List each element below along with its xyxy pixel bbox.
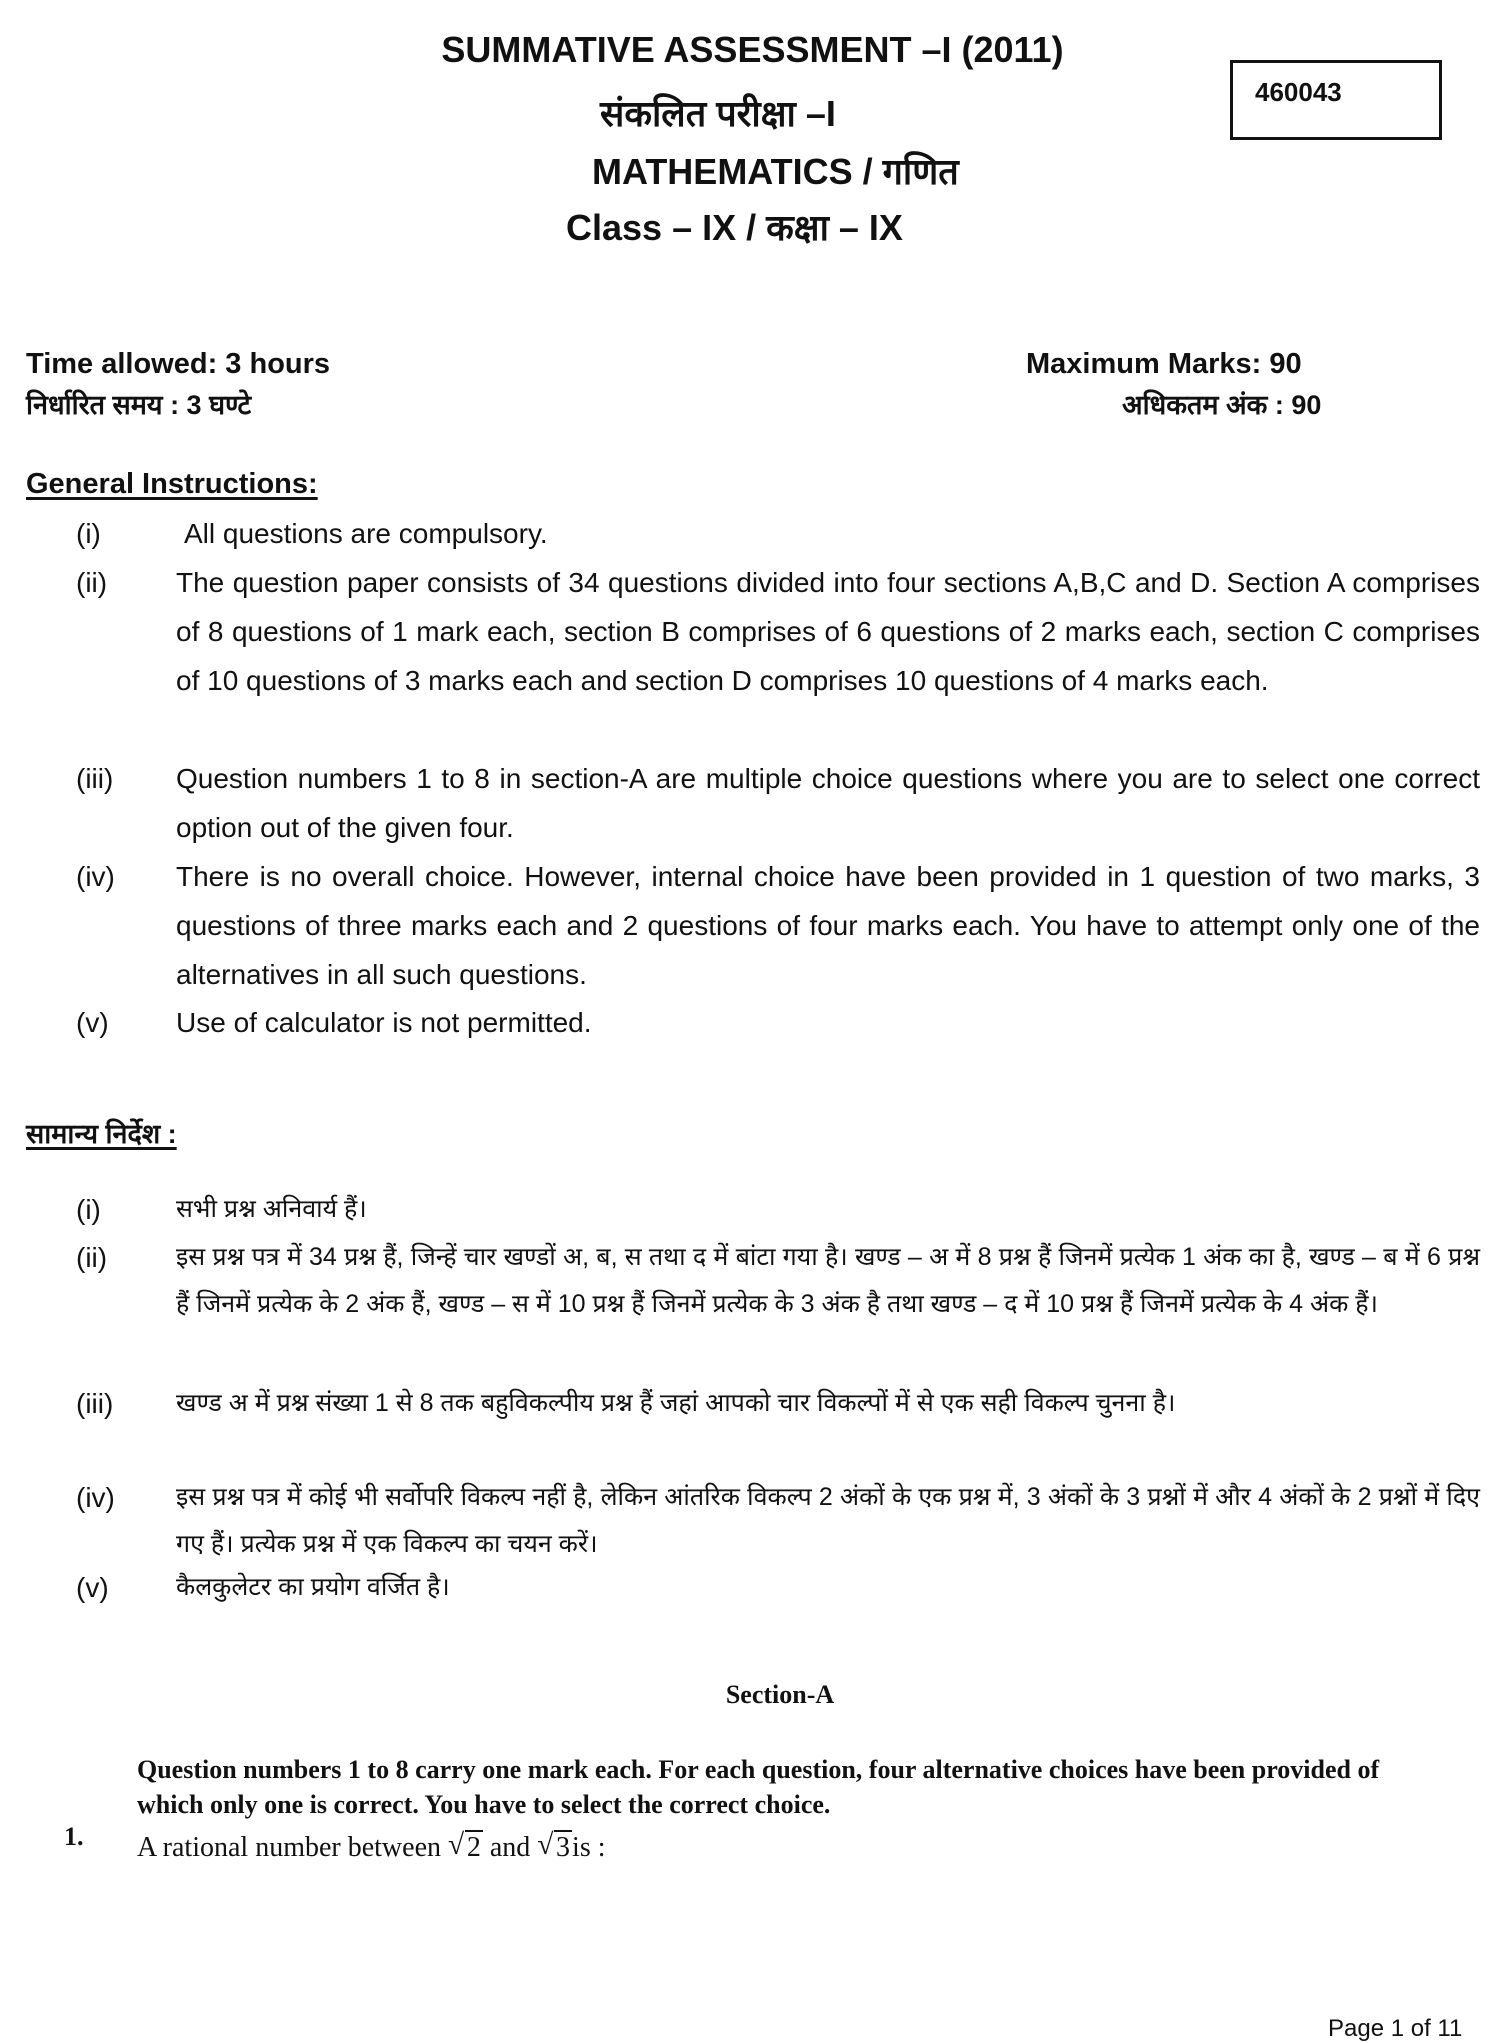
radical-sign-icon: √ xyxy=(537,1829,554,1861)
max-marks-en: Maximum Marks: 90 xyxy=(1026,348,1302,380)
radicand: 2 xyxy=(466,1832,481,1863)
question-text-after: is : xyxy=(572,1832,606,1863)
instruction-number: (v) xyxy=(76,1572,109,1603)
class-title: Class – IX / कक्षा – IX xyxy=(566,207,903,248)
section-a-title: Section-A xyxy=(725,1680,835,1709)
instruction-number: (v) xyxy=(76,1007,109,1038)
instruction-text: सभी प्रश्न अनिवार्य हैं। xyxy=(176,1195,367,1223)
radical-sign-icon: √ xyxy=(448,1829,465,1861)
radicand: 3 xyxy=(556,1832,571,1863)
instruction-text: There is no overall choice. However, internal choice have been provided in 1 question of two marks, 3 questions of three marks each and 2 questions of four marks each. You have to attempt only one of the alternatives in all such questions. xyxy=(176,861,1480,990)
instruction-number: (iii) xyxy=(76,763,114,794)
general-instructions-title: General Instructions: xyxy=(26,468,318,500)
title-english: SUMMATIVE ASSESSMENT –I (2011) xyxy=(441,29,1064,70)
paper-code: 460043 xyxy=(1255,77,1342,107)
question-text-middle: and xyxy=(489,1832,531,1863)
time-allowed-en: Time allowed: 3 hours xyxy=(26,348,331,380)
instruction-text: The question paper consists of 34 questions divided into four sections A,B,C and D. Section A comprises of 8 questions of 1 mark each, section B comprises of 6 questions of 2 marks each, section C comprises of 10 questions of 3 marks each and section D comprises 10 questions of 4 marks each. xyxy=(176,567,1480,696)
question-text-before: A rational number between xyxy=(137,1832,442,1863)
title-hindi: संकलित परीक्षा –I xyxy=(600,93,836,134)
question-number: 1. xyxy=(64,1822,84,1851)
instruction-number: (i) xyxy=(76,1194,101,1225)
instruction-text: इस प्रश्न पत्र में कोई भी सर्वोपरि विकल्प नहीं है, लेकिन आंतरिक विकल्प 2 अंकों के एक प्रश्न में, 3 अंकों के 3 प्रश्नों में और 4 अंकों के 2 प्रश्नों में दिए गए हैं। प्रत्येक प्रश्न में एक विकल्प का चयन करें। xyxy=(176,1483,1480,1558)
instruction-text: Use of calculator is not permitted. xyxy=(176,1007,592,1038)
instruction-text: खण्ड अ में प्रश्न संख्या 1 से 8 तक बहुविकल्पीय प्रश्न हैं जहां आपको चार विकल्पों में से एक सही विकल्प चुनना है। xyxy=(176,1389,1176,1417)
instruction-text: All questions are compulsory. xyxy=(184,518,548,549)
section-a-intro: Question numbers 1 to 8 carry one mark each. For each question, four alternative choices have been provided of which only one is correct. You have to select the correct choice. xyxy=(137,1755,1380,1819)
instruction-number: (iv) xyxy=(76,861,115,892)
time-allowed-hi: निर्धारित समय : 3 घण्टे xyxy=(26,390,252,420)
instruction-number: (iii) xyxy=(76,1388,114,1419)
hindi-instructions-title: सामान्य निर्देश : xyxy=(26,1119,177,1149)
page-number: Page 1 of 11 xyxy=(1328,2015,1463,2042)
instruction-number: (ii) xyxy=(76,1242,108,1273)
instruction-number: (ii) xyxy=(76,567,108,598)
paper-code-box xyxy=(1230,60,1442,140)
question-text xyxy=(137,1829,606,1864)
instruction-number: (i) xyxy=(76,518,101,549)
instruction-text: कैलकुलेटर का प्रयोग वर्जित है। xyxy=(176,1573,450,1601)
instruction-text: Question numbers 1 to 8 in section-A are multiple choice questions where you are to select one correct option out of the given four. xyxy=(176,763,1480,843)
subject-title: MATHEMATICS / गणित xyxy=(592,151,959,192)
sqrt-2 xyxy=(448,1829,483,1864)
sqrt-3 xyxy=(537,1829,572,1864)
instruction-number: (iv) xyxy=(76,1482,115,1513)
instruction-text: इस प्रश्न पत्र में 34 प्रश्न हैं, जिन्हें चार खण्डों अ, ब, स तथा द में बांटा गया है। खण्ड – अ में 8 प्रश्न हैं जिनमें प्रत्येक 1 अंक का है, खण्ड – ब में 6 प्रश्न हैं जिनमें प्रत्येक के 2 अंक हैं, खण्ड – स में 10 प्रश्न हैं जिनमें प्रत्येक के 3 अंक है तथा खण्ड – द में 10 प्रश्न हैं जिनमें प्रत्येक के 4 अंक हैं। xyxy=(176,1243,1480,1318)
max-marks-hi: अधिकतम अंक : 90 xyxy=(1122,390,1322,420)
